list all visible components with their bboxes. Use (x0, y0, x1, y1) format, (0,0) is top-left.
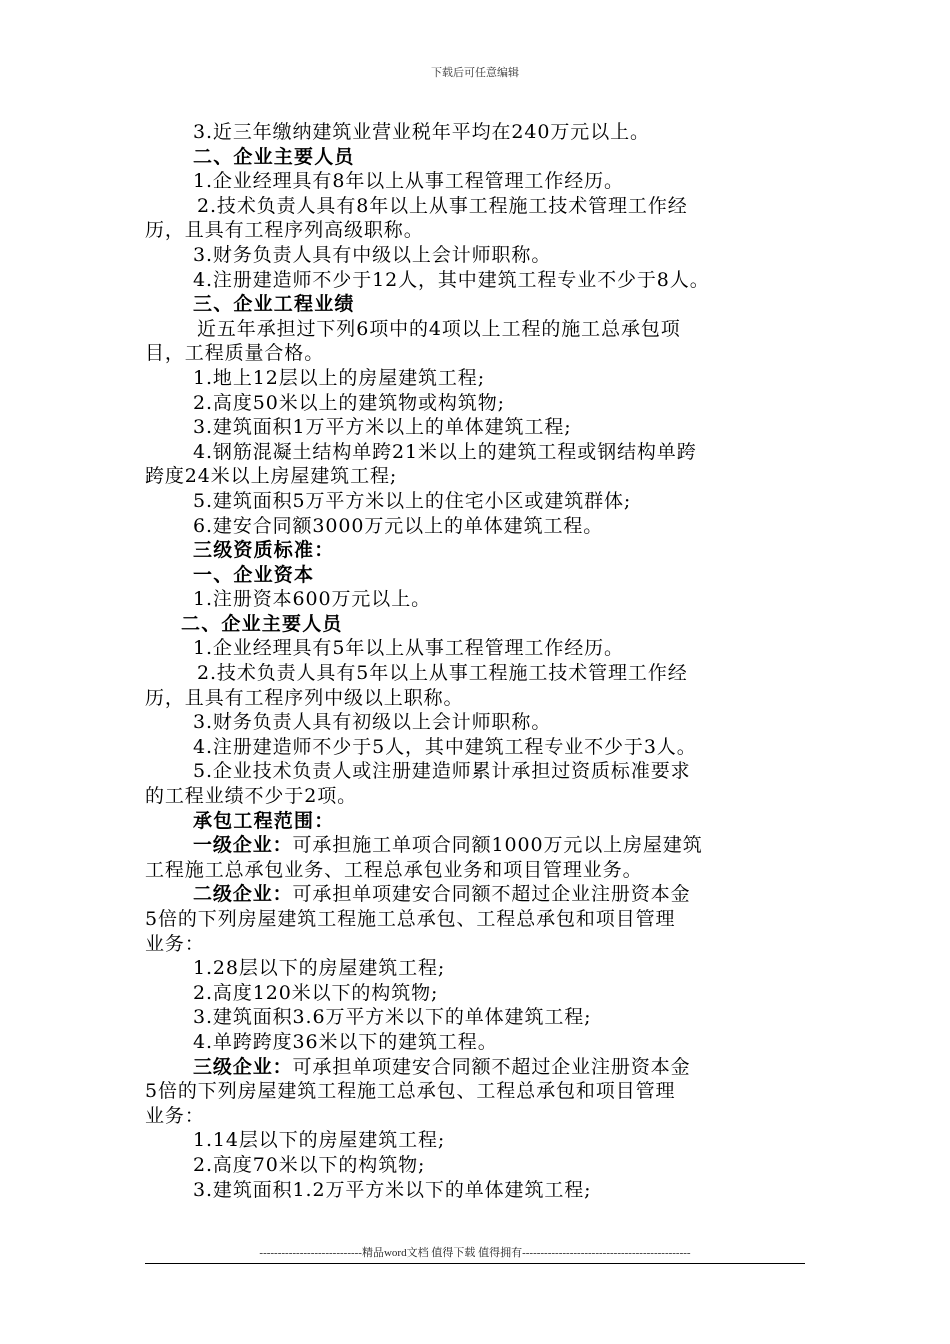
line-lead-label: 三级企业： (193, 1055, 293, 1078)
line-text: 1.地上12层以上的房屋建筑工程; (193, 366, 486, 389)
text-line (145, 169, 815, 194)
text-line (145, 661, 815, 686)
line-text: 历，且具有工程序列高级职称。 (145, 219, 424, 242)
text-line (145, 538, 815, 563)
text-line (145, 1055, 815, 1080)
line-text: 可承担单项建安合同额不超过企业注册资本金 (292, 1055, 691, 1078)
text-line (145, 218, 815, 243)
line-text: 的工程业绩不少于2项。 (145, 785, 357, 808)
line-text: 3.建筑面积3.6万平方米以下的单体建筑工程; (193, 1006, 592, 1029)
text-line (145, 194, 815, 219)
text-line (145, 759, 815, 784)
text-line (145, 809, 815, 834)
line-text: 3.财务负责人具有初级以上会计师职称。 (193, 711, 552, 734)
document-body (145, 120, 815, 1202)
line-text: 5倍的下列房屋建筑工程施工总承包、工程总承包和项目管理 (145, 908, 676, 930)
footer-divider (145, 1263, 805, 1264)
text-line (145, 415, 815, 440)
line-text: 4.注册建造师不少于5人，其中建筑工程专业不少于3人。 (193, 735, 697, 758)
line-text: 6.建安合同额3000万元以上的单体建筑工程。 (193, 514, 604, 537)
text-line (145, 145, 815, 170)
text-line (145, 317, 815, 342)
line-text: 二、企业主要人员 (193, 145, 355, 168)
line-lead-label: 一级企业： (193, 834, 293, 857)
line-text: 工程施工总承包业务、工程总承包业务和项目管理业务。 (145, 858, 643, 881)
line-text: 3.建筑面积1.2万平方米以下的单体建筑工程; (193, 1178, 592, 1201)
text-line (145, 858, 815, 883)
line-text: 1.企业经理具有5年以上从事工程管理工作经历。 (193, 637, 624, 660)
text-line (145, 907, 815, 932)
text-line (145, 1030, 815, 1055)
text-line (145, 464, 815, 489)
text-line (145, 268, 815, 293)
text-line (145, 1128, 815, 1153)
line-text: 三、企业工程业绩 (193, 293, 355, 316)
line-text: 业务： (145, 1104, 205, 1127)
line-text: 2.技术负责人具有8年以上从事工程施工技术管理工作经 (197, 194, 688, 217)
text-line (145, 1178, 815, 1203)
line-text: 承包工程范围： (193, 809, 335, 832)
line-text: 5.企业技术负责人或注册建造师累计承担过资质标准要求 (193, 760, 691, 783)
line-text: 3.财务负责人具有中级以上会计师职称。 (193, 243, 552, 266)
text-line (145, 1005, 815, 1030)
text-line (145, 784, 815, 809)
text-line (145, 489, 815, 514)
text-line (145, 587, 815, 612)
line-text: 历，且具有工程序列中级以上职称。 (145, 686, 464, 709)
text-line (145, 514, 815, 539)
text-line (145, 956, 815, 981)
text-line (145, 612, 815, 637)
text-line (145, 833, 815, 858)
line-text: 跨度24米以上房屋建筑工程; (145, 465, 398, 488)
line-text: 可承担单项建安合同额不超过企业注册资本金 (292, 883, 691, 906)
text-line (145, 366, 815, 391)
line-text: 1.注册资本600万元以上。 (193, 588, 431, 611)
line-text: 1.14层以下的房屋建筑工程; (193, 1129, 446, 1152)
line-text: 二、企业主要人员 (181, 612, 343, 635)
line-text: 2.高度120米以下的构筑物; (193, 981, 439, 1004)
text-line (145, 1079, 815, 1104)
text-line (145, 292, 815, 317)
text-line (145, 932, 815, 957)
text-line (145, 981, 815, 1006)
line-lead-label: 二级企业： (193, 883, 293, 906)
line-text: 5.建筑面积5万平方米以上的住宅小区或建筑群体; (193, 489, 632, 512)
text-line (145, 391, 815, 416)
line-text: 1.企业经理具有8年以上从事工程管理工作经历。 (193, 170, 624, 193)
text-line (145, 243, 815, 268)
text-line (145, 120, 815, 145)
line-text: 三级资质标准： (193, 539, 335, 562)
line-text: 近五年承担过下列6项中的4项以上工程的施工总承包项 (197, 317, 681, 340)
text-line (145, 710, 815, 735)
line-text: 1.28层以下的房屋建筑工程; (193, 957, 446, 980)
line-text: 2.高度50米以上的建筑物或构筑物; (193, 391, 505, 414)
line-text: 3.近三年缴纳建筑业营业税年平均在240万元以上。 (193, 121, 650, 143)
text-line (145, 1104, 815, 1129)
text-line (145, 735, 815, 760)
line-text: 目，工程质量合格。 (145, 342, 325, 365)
text-line (145, 440, 815, 465)
text-line (145, 1153, 815, 1178)
text-line (145, 882, 815, 907)
page-footer: ----------------------------精品word文档 值得下载 值得拥有---------------------------------------------- (259, 1247, 691, 1259)
line-text: 4.注册建造师不少于12人，其中建筑工程专业不少于8人。 (193, 268, 710, 291)
line-text: 4.单跨跨度36米以下的建筑工程。 (193, 1030, 498, 1053)
text-line (145, 686, 815, 711)
line-text: 一、企业资本 (193, 563, 315, 586)
line-text: 2.高度70米以下的构筑物; (193, 1153, 426, 1176)
line-text: 4.钢筋混凝土结构单跨21米以上的建筑工程或钢结构单跨 (193, 440, 697, 463)
text-line (145, 636, 815, 661)
text-line (145, 563, 815, 588)
page-header: 下载后可任意编辑 (431, 67, 519, 79)
line-text: 业务： (145, 932, 205, 955)
line-text: 可承担施工单项合同额1000万元以上房屋建筑 (292, 834, 703, 857)
line-text: 5倍的下列房屋建筑工程施工总承包、工程总承包和项目管理 (145, 1080, 676, 1103)
line-text: 3.建筑面积1万平方米以上的单体建筑工程; (193, 416, 572, 439)
text-line (145, 341, 815, 366)
line-text: 2.技术负责人具有5年以上从事工程施工技术管理工作经 (197, 662, 688, 685)
